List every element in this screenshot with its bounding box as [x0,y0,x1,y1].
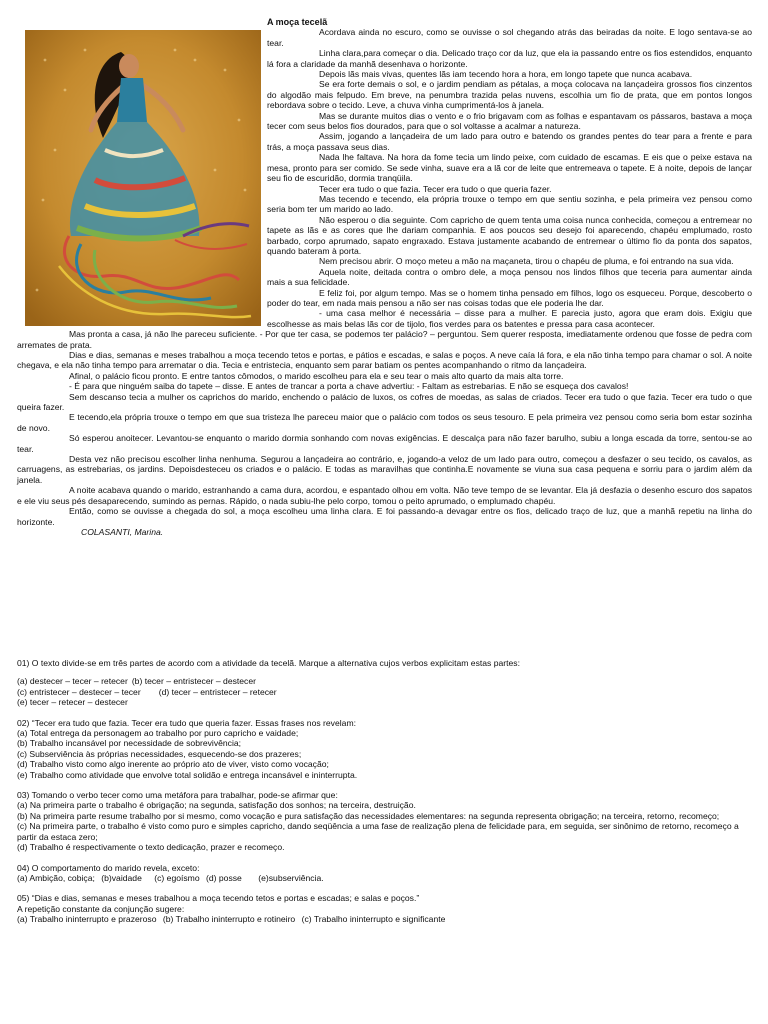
story-paragraph: Depois lãs mais vivas, quentes lãs iam tecendo hora a hora, em longo tapete que nunca acabava. [319,69,693,80]
story-paragraph: Aquela noite, deitada contra o ombro dele, a moça pensou nos lindos filhos que teceria para aumentar ainda mais a sua felicidade. [267,266,752,288]
question-02 [17,718,752,780]
option-a[interactable]: (a) Ambição, cobiça; [17,872,95,883]
option-b[interactable]: (b) Trabalho ininterrupto e rotineiro [162,914,296,925]
question-stem: 01) O texto divide-se em três partes de acordo com a atividade da tecelã. Marque a alternativa cujos verbos explicitam estas partes: [17,658,520,668]
option-row [17,873,752,883]
story-paragraph: Nem precisou abrir. O moço meteu a mão na maçaneta, tirou o chapéu de pluma, e foi entrando na sua vida. [319,256,734,267]
option-b[interactable]: (b) Trabalho incansável por necessidade de sobrevivência; [17,738,242,749]
option-a[interactable]: (a) destecer – tecer – retecer [17,676,128,687]
questions-section [17,658,752,935]
question-04 [17,863,752,884]
story-author: COLASANTI, Marina. [81,526,164,537]
option-e[interactable]: (e) Trabalho como atividade que envolve total solidão e entrega incansável e ininterrupta. [17,769,358,780]
story-paragraph: Nada lhe faltava. Na hora da fome tecia um lindo peixe, com cuidado de escamas. E eis que o peixe estava na mesa, pronto para ser comido. Se sede vinha, suave era a lã cor de leite que entremeava o tapete. E à noite, depois de lançar seu fio de escuridão, dormia tranqüila. [267,152,752,184]
story-paragraph: Desta vez não precisou escolher linha nenhuma. Segurou a lançadeira ao contrário, e, jogando-a veloz de um lado para outro, começou a desfazer o seu tecido, os cavalos, as carruagens, as estrebarias, os jardins. Depoisdesteceu os criados e o palácio. E todas as maravilhas que continha.E novamente se viuna sua casa pequena e sorriu para o jardim além da janela. [17,454,752,485]
question-stem: 02) “Tecer era tudo que fazia. Tecer era tudo que queria fazer. Essas frases nos revelam: [17,717,356,728]
option-b[interactable]: (b) tecer – entristecer – destecer [131,676,256,687]
story-paragraph: Linha clara,para começar o dia. Delicado traço cor da luz, que ela ia passando entre os fios estendidos, enquanto lá fora a claridade da manhã desenhava o horizonte. [267,48,752,69]
question-stem: 04) O comportamento do marido revela, exceto: [17,862,200,873]
option-row [17,914,752,924]
question-gap [17,668,752,676]
option-d[interactable]: (d) Trabalho visto como algo inerente ao próprio ato de viver, visto como vocação; [17,759,329,770]
story-title: A moça tecelã [267,17,328,27]
story-paragraph: Então, como se ouvisse a chegada do sol, a moça escolheu uma linha clara. E foi passando-a devagar entre os fios, delicado traço de luz, que a manhã repetiu na linha do horizonte. [17,506,752,527]
story-paragraph: E tecendo,ela própria trouxe o tempo em que sua tristeza lhe pareceu maior que o palácio com todos os seus tesouro. E pela primeira vez pensou como seria bom estar sozinha de novo. [17,412,752,433]
option-c[interactable]: (c) Subserviência às próprias necessidades, esquecendo-se dos prazeres; [17,748,302,759]
story-paragraph: Sem descanso tecia a mulher os caprichos do marido, enchendo o palácio de luxos, os cofres de moedas, as salas de criados. Tecer era tudo o que fazia. Tecer era tudo o que queira fazer. [17,391,752,413]
question-05 [17,893,752,924]
option-c[interactable]: (c) Na primeira parte, o trabalho é visto como puro e simples capricho, dando seqüência a uma fase de realização plena de felicidade para, em seguida, ser sinônimo de retorno, recomeço a partir da estaca zero; [17,821,739,842]
option-a[interactable]: (a) Total entrega da personagem ao trabalho por puro capricho e vaidade; [17,728,299,739]
question-03 [17,790,752,852]
story-paragraph: Mas tecendo e tecendo, ela própria trouxe o tempo em que sentiu sozinha, e pela primeira vez pensou como seria bom ter um marido ao lado. [267,193,752,215]
option-c[interactable]: (c) egoísmo [154,872,200,883]
story-text [17,17,752,537]
story-paragraph: - É para que ninguém saiba do tapete – disse. E antes de trancar a porta a chave advertiu: - Faltam as estrebarias. E não se esqueça dos cavalos! [69,381,629,392]
option-d[interactable]: (d) posse [206,872,242,883]
story-paragraph: A noite acabava quando o marido, estranhando a cama dura, acordou, e espantado olhou em volta. Não teve tempo de se levantar. Ela já desfazia o desenho escuro dos sapatos e ele viu seus pés desaparecendo, sumindo as pernas. Rápido, o nada subiu-lhe pelo corpo, tomou o peito aprumado, o emplumado chapéu. [17,485,752,506]
question-prompt: A repetição constante da conjunção sugere: [17,903,185,914]
option-b[interactable]: (b)vaidade [101,872,142,883]
option-a[interactable]: (a) Trabalho ininterrupto e prazeroso [17,914,157,925]
story-paragraph: E feliz foi, por algum tempo. Mas se o homem tinha pensado em filhos, logo os esqueceu. Porque, descoberto o poder do tear, em nada mais pensou a não ser nas coisas todas que ele poderia lhe dar. [267,287,752,308]
story-paragraph: Acordava ainda no escuro, como se ouvisse o sol chegando atrás das beiradas da noite. E logo sentava-se ao tear. [267,27,752,48]
story-paragraph: Mas pronta a casa, já não lhe pareceu suficiente. - Por que ter casa, se podemos ter palácio? – perguntou. Sem querer resposta, imediatamente ordenou que fosse de pedra com arremates de prata. [17,329,752,350]
option-c[interactable]: (c) Trabalho ininterrupto e significante [301,914,446,925]
story-paragraph: - uma casa melhor é necessária – disse para a mulher. E parecia justo, agora que eram dois. Exigiu que escolhesse as mais belas lãs cor de tijolo, fios verdes para os batentes e pressa para casa acontecer. [267,308,752,329]
option-row [17,676,752,686]
question-stem: 03) Tomando o verbo tecer como uma metáfora para trabalhar, pode-se afirmar que: [17,790,338,801]
option-c[interactable]: (c) entristecer – destecer – tecer [17,686,141,697]
story-paragraph: Mas se durante muitos dias o vento e o frio brigavam com as folhas e espantavam os pássaros, bastava a moça tecer com seus belos fios dourados, para que o sol voltasse a acalmar a natureza. [267,110,752,132]
option-e[interactable]: (e) tecer – retecer – destecer [17,697,128,708]
question-stem: 05) “Dias e dias, semanas e meses trabalhou a moça tecendo tetos e portas e escadas; e salas e poços.” [17,893,420,904]
story-paragraph: Só esperou anoitecer. Levantou-se enquanto o marido dormia sonhando com novas exigências. E descalça para não fazer barulho, subiu a longa escada da torre, sentou-se ao tear. [17,433,752,454]
option-d[interactable]: (d) Trabalho é respectivamente o texto dedicação, prazer e recomeço. [17,842,285,853]
story-paragraph: Não esperou o dia seguinte. Com capricho de quem tenta uma coisa nunca conhecida, começou a entremear no tapete as lãs e as cores que lhe dariam companhia. E aos poucos seu desejo foi aparecendo, chapéu emplumado, rosto barbado, corpo aprumado, sapato engraxado. Estava justamente acabando de entremear o último fio da ponta dos sapatos, quando bateram à porta. [267,214,752,256]
story-paragraph: Afinal, o palácio ficou pronto. E entre tantos cômodos, o marido escolheu para ela e seu tear o mais alto quarto da mais alta torre. [69,370,564,381]
story-paragraph: Dias e dias, semanas e meses trabalhou a moça tecendo tetos e portas, e pátios e escadas, e salas e poços. A neve caía lá fora, e ela não tinha tempo para chamar o sol. A noite chegava, e ela não tinha tempo para arrematar o dia. Tecia e entristecia, enquanto sem parar batiam os pentes acompanhando o ritmo da lançadeira. [17,350,752,371]
option-row [17,687,752,697]
option-d[interactable]: (d) tecer – entristecer – retecer [158,686,277,697]
image-wrap-spacer [17,17,267,328]
option-b[interactable]: (b) Na primeira parte resume trabalho por si mesmo, como vocação e pura satisfação das necessidades elementares: na segunda representa obrigação; na terceira, retorno, recomeço; [17,810,720,821]
option-e[interactable]: (e)subserviência. [258,872,324,883]
story-paragraph: Tecer era tudo o que fazia. Tecer era tudo o que queria fazer. [319,183,552,194]
option-row [17,697,752,707]
story-paragraph: Assim, jogando a lançadeira de um lado para outro e batendo os grandes pentes do tear para a frente e para trás, a moça passava seus dias. [267,131,752,152]
story-paragraph: Se era forte demais o sol, e o jardim pendiam as pétalas, a moça colocava na lançadeira grossos fios cinzentos do algodão mais felpudo. Em breve, na penumbra trazida pelas nuvens, escolhia um fio de prata, que em pontos longos rebordava sobre o tecido. Leve, a chuva vinha cumprimentá-los à janela. [267,79,752,111]
question-01 [17,658,752,708]
option-a[interactable]: (a) Na primeira parte o trabalho é obrigação; na segunda, satisfação dos sonhos; na terceira, destruição. [17,800,416,811]
